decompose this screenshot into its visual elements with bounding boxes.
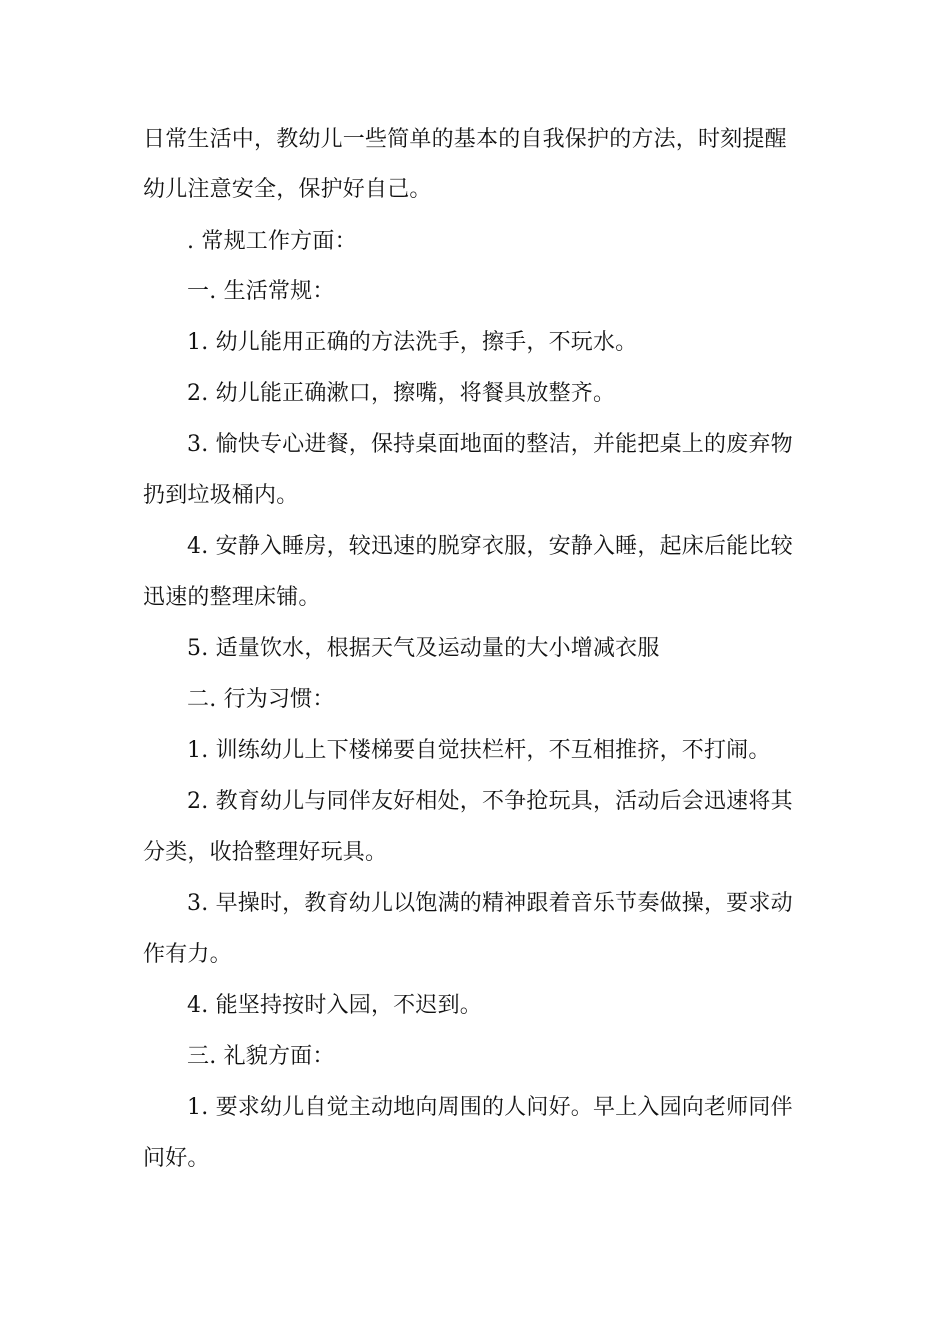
section-heading: 一. 生活常规： xyxy=(187,279,335,304)
section-heading: 三. 礼貌方面： xyxy=(187,1044,335,1069)
text-line: 迅速的整理床铺。 xyxy=(143,585,321,610)
text-line: 问好。 xyxy=(143,1146,210,1171)
list-item: 3. 早操时，教育幼儿以饱满的精神跟着音乐节奏做操，要求动 xyxy=(187,891,793,916)
list-item: 2. 幼儿能正确漱口，擦嘴，将餐具放整齐。 xyxy=(187,381,616,406)
list-item: 2. 教育幼儿与同伴友好相处，不争抢玩具，活动后会迅速将其 xyxy=(187,789,793,814)
text-line: 日常生活中，教幼儿一些简单的基本的自我保护的方法，时刻提醒 xyxy=(143,127,787,152)
section-heading: . 常规工作方面： xyxy=(187,229,357,254)
list-item: 4. 安静入睡房，较迅速的脱穿衣服，安静入睡，起床后能比较 xyxy=(187,534,793,559)
list-item: 1. 要求幼儿自觉主动地向周围的人问好。早上入园向老师同伴 xyxy=(187,1095,793,1120)
list-item: 1. 训练幼儿上下楼梯要自觉扶栏杆，不互相推挤，不打闹。 xyxy=(187,738,771,763)
list-item: 3. 愉快专心进餐，保持桌面地面的整洁，并能把桌上的废弃物 xyxy=(187,432,793,457)
list-item: 4. 能坚持按时入园，不迟到。 xyxy=(187,993,482,1018)
list-item: 1. 幼儿能用正确的方法洗手，擦手，不玩水。 xyxy=(187,330,638,355)
text-line: 作有力。 xyxy=(143,942,232,967)
list-item: 5. 适量饮水，根据天气及运动量的大小增减衣服 xyxy=(187,636,660,661)
text-line: 分类，收拾整理好玩具。 xyxy=(143,840,388,865)
text-line: 幼儿注意安全，保护好自己。 xyxy=(143,177,432,202)
text-line: 扔到垃圾桶内。 xyxy=(143,483,299,508)
section-heading: 二. 行为习惯： xyxy=(187,687,335,712)
